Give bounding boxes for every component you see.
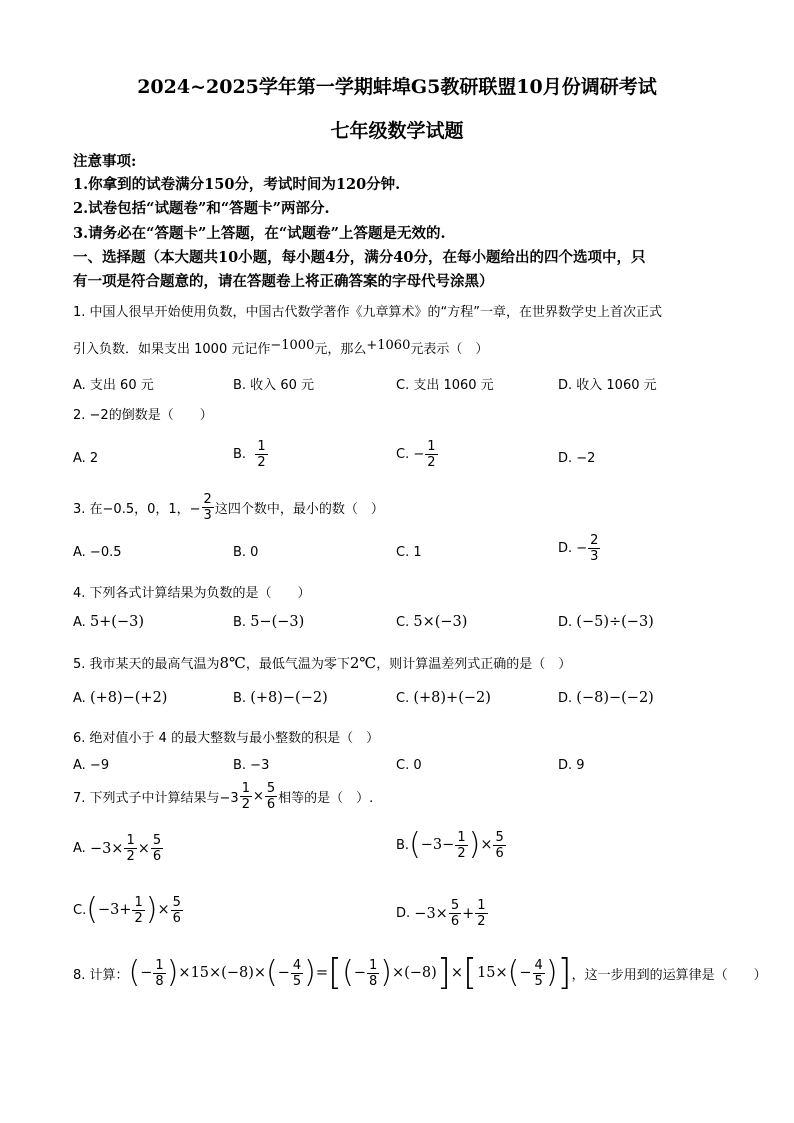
q3-option-b: B. 0 <box>233 545 259 560</box>
q4-option-a <box>73 614 144 630</box>
q5-stem-b: ，最低气温为零下 <box>245 657 350 672</box>
fraction-numerator: 5 <box>450 898 460 913</box>
q4-option-a-expr: 5+(−3) <box>89 614 145 630</box>
q7-option-c-fraction-1 <box>132 896 144 925</box>
q2-option-b-fraction <box>255 440 267 469</box>
q5-option-b <box>233 690 328 706</box>
left-paren: ( <box>409 827 421 862</box>
fraction-numerator: 4 <box>292 957 302 973</box>
q5-option-c <box>396 690 491 706</box>
q4-option-b <box>233 614 304 630</box>
q8-prefix: 8. 计算： <box>73 967 129 983</box>
q3-option-c: C. 1 <box>396 545 422 560</box>
q1-option-d: D. 收入 1060 元 <box>558 378 657 393</box>
right-paren: ) <box>145 892 158 927</box>
fraction-numerator: 5 <box>266 781 276 796</box>
fraction-numerator: 1 <box>368 957 378 973</box>
q5-option-b-expr: (+8)−(−2) <box>250 690 328 706</box>
q7-stem-fraction-1 <box>240 782 252 811</box>
q6-option-a: A. −9 <box>73 758 110 773</box>
q1-stem-line2 <box>73 338 488 357</box>
right-paren: ) <box>166 955 179 990</box>
fraction-numerator: 2 <box>590 533 599 548</box>
q7-option-a-fraction-2 <box>151 834 163 863</box>
q8-fraction-4 <box>533 959 545 988</box>
q7-option-d-fraction-2 <box>475 899 487 928</box>
q2-option-c-fraction <box>425 440 437 469</box>
q7-option-b-fraction-1 <box>455 831 467 860</box>
q8-suffix: ，这一步用到的运算律是（ ） <box>571 967 767 983</box>
fraction-denominator: 3 <box>590 549 599 564</box>
q7-stem-a: 7. 下列式子中计算结果与−3 <box>73 791 239 806</box>
q3-option-a: A. −0.5 <box>73 545 122 560</box>
fraction-denominator: 6 <box>450 914 460 929</box>
q2-option-b-label: B. <box>233 447 247 462</box>
q7-option-a <box>73 834 164 863</box>
fraction-denominator: 2 <box>134 910 143 926</box>
fraction-denominator: 6 <box>266 797 276 812</box>
q7-option-a-part1: −3× <box>89 840 124 857</box>
q4-option-d-label: D. <box>558 615 573 630</box>
q2-stem: 2. −2的倒数是（ ） <box>73 408 213 423</box>
q7-option-c-label: C. <box>73 902 87 918</box>
right-bracket: ] <box>557 952 572 993</box>
left-paren: ( <box>86 892 98 927</box>
q5-option-a <box>73 690 167 706</box>
fraction-numerator: 4 <box>534 957 543 973</box>
fraction-denominator: 8 <box>155 973 164 989</box>
q8-middle-2: ×(−8) <box>391 965 437 981</box>
fraction-denominator: 2 <box>241 797 250 812</box>
q5-option-a-expr: (+8)−(+2) <box>89 690 168 706</box>
q5-stem-a: 5. 我市某天的最高气温为 <box>73 657 220 672</box>
exam-subtitle: 七年级数学试题 <box>330 120 464 142</box>
fraction-numerator: 1 <box>241 781 250 796</box>
q6-option-b: B. −3 <box>233 758 270 773</box>
left-paren: ( <box>266 955 278 990</box>
q8-minus-2: − <box>277 965 290 981</box>
q6-option-c: C. 0 <box>396 758 422 773</box>
section-heading-line2: 有一项是符合题意的，请在答题卷上将正确答案的字母代号涂黑） <box>73 273 494 290</box>
q7-option-d-label: D. <box>396 906 411 921</box>
q8-stem <box>73 952 767 993</box>
fraction-numerator: 5 <box>172 894 181 910</box>
q7-option-d-part1: −3× <box>414 905 448 922</box>
q5-low-temp: 2℃ <box>349 654 377 672</box>
q8-minus-4: − <box>519 965 532 981</box>
right-bracket: ] <box>436 952 451 993</box>
q2-option-c-label: C. − <box>396 447 425 462</box>
q3-stem <box>73 493 384 522</box>
notes-heading: 注意事项: <box>73 153 137 170</box>
q2-option-c <box>396 440 439 469</box>
q4-option-c-expr: 5×(−3) <box>413 614 468 630</box>
q7-option-b-times: × <box>480 837 493 853</box>
q2-option-d: D. −2 <box>558 451 596 466</box>
fraction-numerator: 1 <box>427 439 436 454</box>
q2-option-b <box>233 440 269 469</box>
q5-option-d-label: D. <box>558 691 573 706</box>
fraction-numerator: 1 <box>155 957 164 973</box>
q7-option-d-plus: + <box>462 905 475 922</box>
q7-stem-c: 相等的是（ ）. <box>278 791 374 806</box>
q3-option-d-label: D. − <box>558 541 588 556</box>
q4-stem: 4. 下列各式计算结果为负数的是（ ） <box>73 586 311 601</box>
q5-high-temp: 8℃ <box>219 654 246 672</box>
left-bracket: [ <box>463 952 478 993</box>
q4-option-d <box>558 614 654 630</box>
q2-option-a: A. 2 <box>73 451 99 466</box>
q5-option-d <box>558 690 654 706</box>
q3-option-d-fraction <box>588 534 600 563</box>
q8-fraction-3 <box>367 959 379 988</box>
q4-option-c-label: C. <box>396 615 410 630</box>
fraction-denominator: 5 <box>534 973 543 989</box>
q1-option-b: B. 收入 60 元 <box>233 378 314 393</box>
q3-stem-fraction <box>202 493 214 522</box>
notes-item-1: 1.你拿到的试卷满分150分，考试时间为120分钟. <box>73 176 401 193</box>
q8-fraction-1 <box>153 959 165 988</box>
left-paren: ( <box>342 955 354 990</box>
q8-times: × <box>450 965 464 981</box>
q7-option-c-part1: −3+ <box>97 902 132 918</box>
q4-option-c <box>396 614 467 630</box>
q1-text-c: 元，那么 <box>314 342 367 357</box>
fraction-denominator: 2 <box>427 455 436 470</box>
q7-stem-times: × <box>252 789 264 804</box>
fraction-denominator: 2 <box>126 849 135 864</box>
fraction-numerator: 1 <box>134 894 143 910</box>
fraction-numerator: 1 <box>126 833 135 848</box>
fraction-denominator: 2 <box>477 914 486 929</box>
section-heading-line1: 一、选择题（本大题共10小题，每小题4分，满分40分，在每小题给出的四个选项中，只 <box>73 249 646 266</box>
q8-equals: = <box>315 965 329 981</box>
exam-title: 2024~2025学年第一学期蚌埠G5教研联盟10月份调研考试 <box>137 76 657 98</box>
left-bracket: [ <box>328 952 343 993</box>
q7-option-a-fraction-1 <box>124 834 136 863</box>
q5-stem-c: ，则计算温差列式正确的是（ ） <box>376 657 572 672</box>
q7-stem <box>73 782 373 811</box>
right-paren: ) <box>545 955 558 990</box>
q7-option-c-times: × <box>157 902 170 918</box>
q6-option-d: D. 9 <box>558 758 585 773</box>
q1-stem-line1: 1. 中国人很早开始使用负数，中国古代数学著作《九章算术》的“方程”一章，在世界数学史上首次正式 <box>73 305 663 320</box>
left-paren: ( <box>507 955 520 990</box>
q7-option-d-fraction-1 <box>449 899 461 928</box>
left-paren: ( <box>128 955 141 990</box>
q7-option-a-label: A. <box>73 841 86 856</box>
q1-income: +1060 <box>366 338 411 353</box>
q3-stem-b: 这四个数中，最小的数（ ） <box>214 502 384 517</box>
fraction-denominator: 6 <box>152 849 162 864</box>
q7-option-d <box>396 899 489 928</box>
right-paren: ) <box>380 955 392 990</box>
fraction-numerator: 5 <box>152 833 162 848</box>
fraction-numerator: 2 <box>203 492 212 507</box>
q3-stem-a: 3. 在−0.5，0，1，− <box>73 502 201 517</box>
notes-item-3: 3.请务必在“答题卡”上答题，在“试题卷”上答题是无效的. <box>73 225 446 242</box>
q8-fraction-2 <box>291 959 303 988</box>
q5-option-c-label: C. <box>396 691 410 706</box>
q7-option-c-fraction-2 <box>171 896 183 925</box>
fraction-denominator: 6 <box>495 845 504 861</box>
q5-option-a-label: A. <box>73 691 86 706</box>
q8-minus-3: − <box>353 965 366 981</box>
q6-stem: 6. 绝对值小于 4 的最大整数与最小整数的积是（ ） <box>73 731 380 746</box>
notes-item-2: 2.试卷包括“试题卷”和“答题卡”两部分. <box>73 200 330 217</box>
fraction-numerator: 1 <box>457 829 466 845</box>
fraction-denominator: 3 <box>203 508 212 523</box>
q5-stem <box>73 653 571 672</box>
q1-option-a: A. 支出 60 元 <box>73 378 154 393</box>
fraction-numerator: 1 <box>477 898 486 913</box>
q7-option-b-label: B. <box>396 837 410 853</box>
q8-middle-3: 15× <box>477 965 508 981</box>
fraction-numerator: 5 <box>495 829 504 845</box>
fraction-denominator: 5 <box>292 973 302 989</box>
fraction-numerator: 1 <box>257 439 266 454</box>
q4-option-a-label: A. <box>73 615 86 630</box>
q5-option-b-label: B. <box>233 691 247 706</box>
q5-option-c-expr: (+8)+(−2) <box>413 690 491 706</box>
q1-option-c: C. 支出 1060 元 <box>396 378 494 393</box>
q4-option-b-expr: 5−(−3) <box>250 614 305 630</box>
fraction-denominator: 8 <box>368 973 378 989</box>
q8-minus-1: − <box>140 965 153 981</box>
fraction-denominator: 2 <box>257 455 266 470</box>
q1-text-e: 元表示（ ） <box>410 342 489 357</box>
q8-middle-1: ×15×(−8)× <box>178 965 267 981</box>
fraction-denominator: 2 <box>457 845 466 861</box>
q7-option-b-fraction-2 <box>493 831 505 860</box>
q7-option-a-times: × <box>137 840 150 857</box>
q4-option-b-label: B. <box>233 615 247 630</box>
q1-text-a: 引入负数．如果支出 1000 元记作 <box>73 342 271 357</box>
q3-option-d <box>558 534 601 563</box>
q7-option-b <box>396 827 507 862</box>
q1-expense: −1000 <box>270 338 315 353</box>
q7-option-c <box>73 892 184 927</box>
q5-option-d-expr: (−8)−(−2) <box>576 690 654 706</box>
q7-option-b-part1: −3− <box>420 837 455 853</box>
right-paren: ) <box>468 827 481 862</box>
q7-stem-fraction-2 <box>265 782 277 811</box>
fraction-denominator: 6 <box>172 910 181 926</box>
q4-option-d-expr: (−5)÷(−3) <box>576 614 654 630</box>
right-paren: ) <box>304 955 316 990</box>
